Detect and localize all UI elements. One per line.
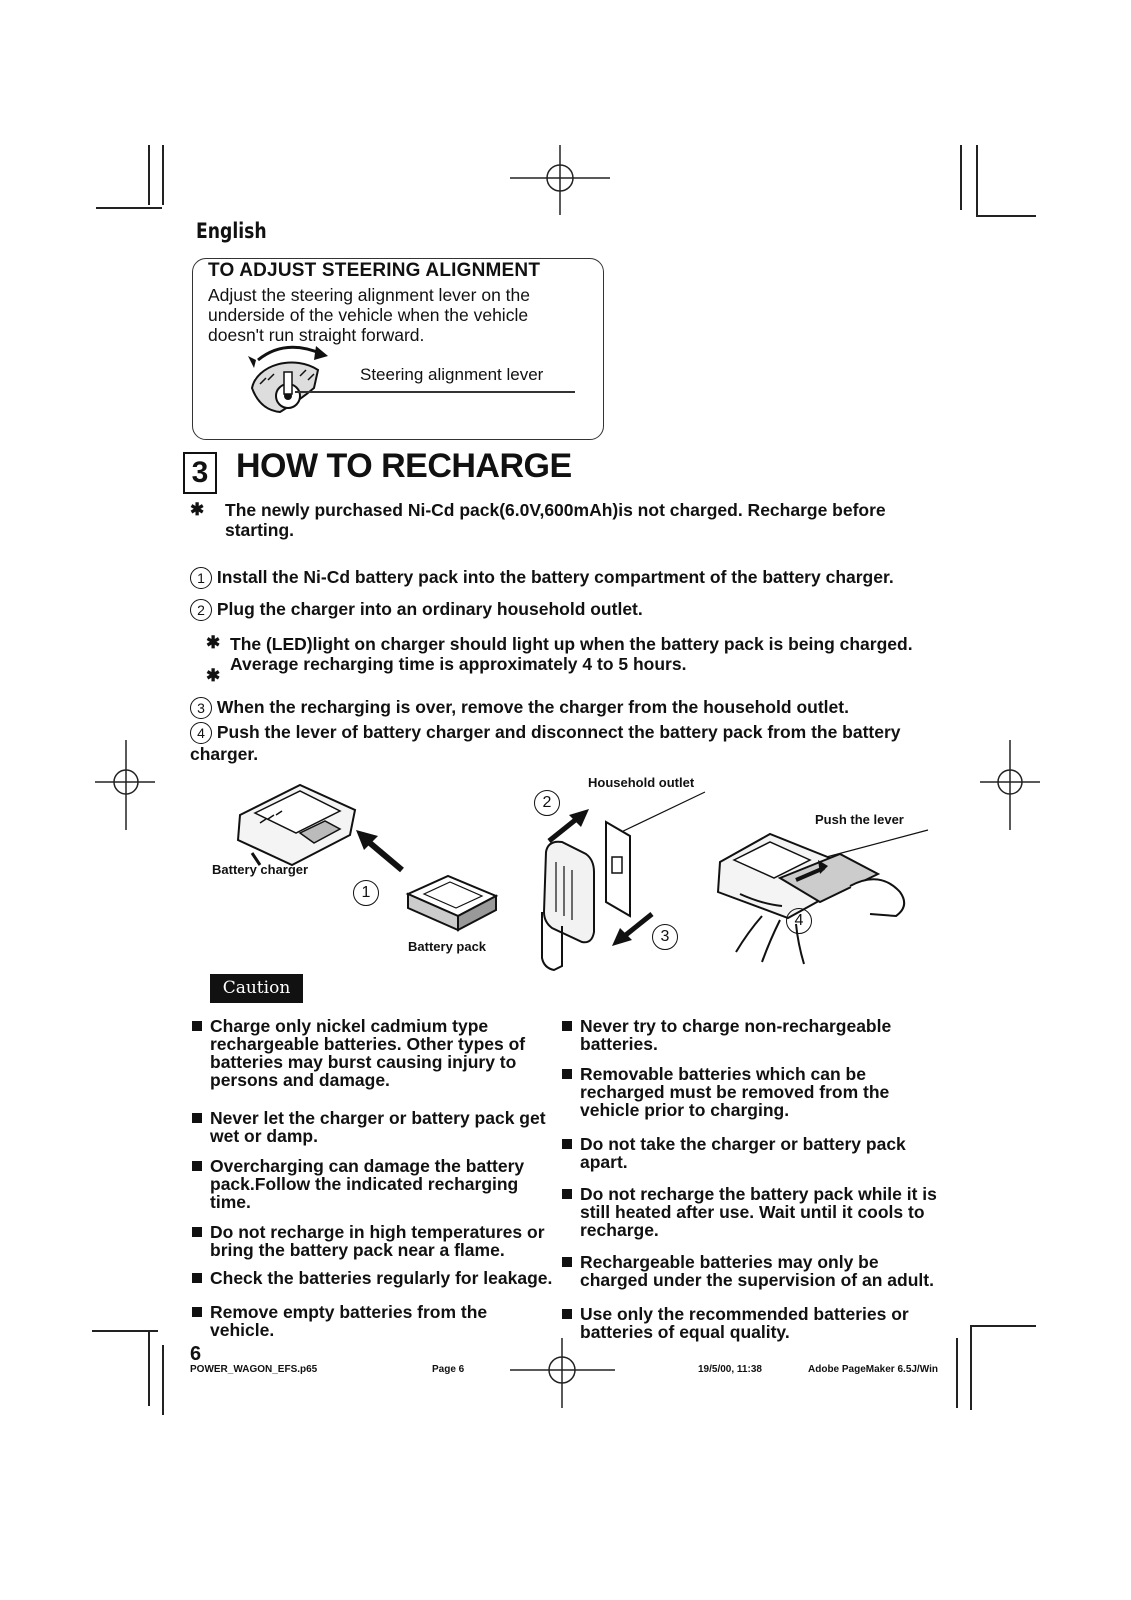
sub-note: The (LED)light on charger should light up when the battery pack is being charged. Average recharging time is approximately 4 to 5 hours. — [230, 634, 913, 674]
bullet-square-icon — [562, 1069, 572, 1079]
caution-item: Do not take the charger or battery pack apart. — [560, 1135, 945, 1171]
bullet-square-icon — [562, 1309, 572, 1319]
caution-item: Do not recharge the battery pack while it is still heated after use. Wait until it cools to recharge. — [560, 1185, 945, 1239]
bullet-square-icon — [192, 1227, 202, 1237]
footer-app: Adobe PageMaker 6.5J/Win — [808, 1364, 938, 1375]
figure-number-2: 2 — [534, 790, 560, 816]
bullet-square-icon — [192, 1307, 202, 1317]
steering-box-text: Adjust the steering alignment lever on the underside of the vehicle when the vehicle doesn't run straight forward. — [208, 285, 530, 345]
step-4 — [190, 722, 950, 764]
asterisk-icon: ✱ — [206, 633, 221, 652]
caution-item: Never let the charger or battery pack get wet or damp. — [190, 1109, 555, 1145]
insert-arrow-icon — [352, 828, 412, 878]
figure-number-1: 1 — [353, 880, 379, 906]
steering-lever-icon — [240, 340, 340, 420]
steering-box-title: TO ADJUST STEERING ALIGNMENT — [208, 260, 541, 281]
battery-charger-illustration — [230, 775, 365, 870]
registration-mark-top — [510, 145, 610, 215]
registration-mark-right — [980, 740, 1040, 830]
lever-leader-line — [295, 391, 575, 393]
language-label: English — [196, 219, 267, 243]
asterisk-icon: ✱ — [190, 500, 205, 519]
household-outlet-label: Household outlet — [588, 775, 695, 790]
step-text: Install the Ni-Cd battery pack into the battery compartment of the battery charger. — [216, 567, 894, 587]
section-number: 3 — [183, 452, 217, 494]
caution-item: Do not recharge in high temperatures or bring the battery pack near a flame. — [190, 1223, 555, 1259]
step-number: 3 — [190, 697, 212, 719]
footer-file: POWER_WAGON_EFS.p65 — [190, 1364, 318, 1375]
battery-pack-illustration — [402, 872, 502, 934]
figure-number-4: 4 — [786, 908, 812, 934]
caution-item: Charge only nickel cadmium type rechargeable batteries. Other types of batteries may burst causing injury to persons and damage. — [190, 1017, 555, 1089]
bullet-square-icon — [562, 1021, 572, 1031]
push-lever-label: Push the lever — [815, 812, 904, 827]
caution-left-column — [190, 1017, 555, 1357]
bullet-square-icon — [562, 1257, 572, 1267]
caution-item: Use only the recommended batteries or batteries of equal quality. — [560, 1305, 945, 1341]
figure-number-3: 3 — [652, 924, 678, 950]
asterisk-icon: ✱ — [206, 666, 221, 685]
caution-item: Remove empty batteries from the vehicle. — [190, 1303, 555, 1339]
caution-item: Check the batteries regularly for leakage. — [190, 1269, 555, 1287]
intro-note: The newly purchased Ni-Cd pack(6.0V,600mAh)is not charged. Recharge before starting. — [225, 500, 886, 540]
caution-item: Removable batteries which can be recharged must be removed from the vehicle prior to charging. — [560, 1065, 945, 1119]
caution-right-column — [560, 1017, 945, 1359]
step-number: 1 — [190, 567, 212, 589]
footer-date: 19/5/00, 11:38 — [698, 1364, 762, 1375]
bullet-square-icon — [562, 1189, 572, 1199]
step-number: 4 — [190, 722, 212, 744]
bullet-square-icon — [192, 1273, 202, 1283]
step-3 — [190, 697, 950, 719]
step-text: Push the lever of battery charger and disconnect the battery pack from the battery charger. — [190, 722, 901, 764]
battery-charger-label: Battery charger — [212, 862, 309, 877]
footer-page: Page 6 — [432, 1364, 465, 1375]
caution-label: Caution — [210, 974, 303, 1003]
steering-lever-label: Steering alignment lever — [360, 365, 544, 384]
bullet-square-icon — [192, 1021, 202, 1031]
bullet-square-icon — [562, 1139, 572, 1149]
unplug-arrow-icon — [608, 910, 658, 950]
caution-item: Rechargeable batteries may only be charged under the supervision of an adult. — [560, 1253, 945, 1289]
step-2 — [190, 599, 950, 621]
hands-charger-illustration — [700, 820, 920, 970]
battery-pack-label: Battery pack — [408, 939, 487, 954]
step-text: When the recharging is over, remove the charger from the household outlet. — [216, 697, 849, 717]
step-1 — [190, 567, 950, 589]
registration-mark-left — [95, 740, 155, 830]
step-number: 2 — [190, 599, 212, 621]
bullet-square-icon — [192, 1161, 202, 1171]
caution-item: Never try to charge non-rechargeable batteries. — [560, 1017, 945, 1053]
caution-item: Overcharging can damage the battery pack.Follow the indicated recharging time. — [190, 1157, 555, 1211]
page-number: 6 — [190, 1343, 202, 1365]
bullet-square-icon — [192, 1113, 202, 1123]
step-text: Plug the charger into an ordinary household outlet. — [216, 599, 643, 619]
section-title: HOW TO RECHARGE — [236, 447, 572, 485]
